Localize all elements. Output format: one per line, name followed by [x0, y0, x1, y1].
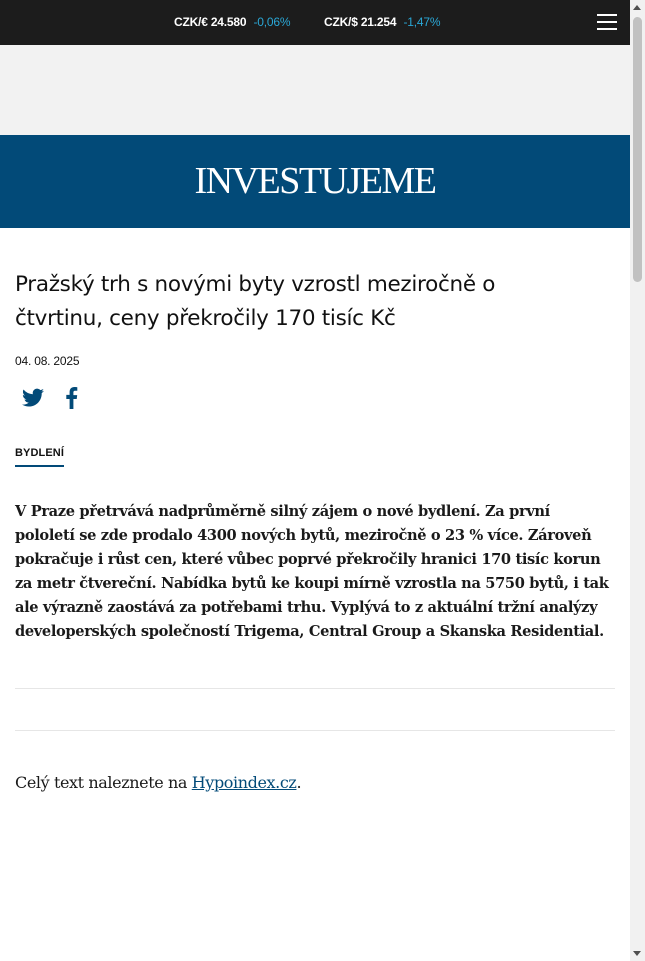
- divider: [15, 730, 615, 731]
- source-prefix: Celý text naleznete na: [15, 773, 192, 792]
- menu-line: [597, 21, 617, 23]
- brand-header: [0, 135, 630, 228]
- category-link-bydleni[interactable]: BYDLENÍ: [15, 447, 64, 467]
- source-link[interactable]: Hypoindex.cz: [191, 773, 297, 792]
- article-title: Pražský trh s novými byty vzrostl meziročně o čtvrtinu, ceny překročily 170 tisíc Kč: [15, 272, 496, 331]
- ticker-value: 21.254: [360, 15, 397, 29]
- ticker-item-usd[interactable]: [324, 15, 440, 29]
- facebook-icon: [60, 386, 84, 410]
- scroll-down-arrow-icon[interactable]: [630, 946, 645, 961]
- site-logo[interactable]: INVESTUJEME: [194, 160, 436, 202]
- ticker-pair: CZK/$: [324, 15, 358, 29]
- source-suffix: .: [296, 773, 302, 792]
- ticker-pair: CZK/€: [174, 15, 208, 29]
- currency-ticker-bar: [0, 0, 630, 45]
- ad-banner-placeholder: [0, 45, 630, 135]
- hamburger-menu-icon[interactable]: [597, 13, 617, 31]
- twitter-share-button[interactable]: [21, 386, 45, 410]
- ticker-change: -1,47%: [403, 15, 441, 29]
- article-lead: V Praze přetrvává nadprůměrně silný zájem o nové bydlení. Za první pololetí se zde prodalo 4300 nových bytů, meziročně o 23 % více. Zároveň pokračuje i růst cen, které vůbec poprvé překročily hranici 170 tisíc korun za metr čtvereční. Nabídka bytů ke koupi mírně vzrostla na 5750 bytů, i tak ale výrazně zaostává za potřebami trhu. Vyplývá to z aktuální tržní analýzy developerských společností Trigema, Central Group a Skanska Residential.: [15, 503, 609, 640]
- twitter-icon: [21, 386, 45, 410]
- menu-line: [597, 14, 617, 16]
- divider: [15, 688, 615, 689]
- article-date: 04. 08. 2025: [15, 354, 80, 368]
- article-source-note: [15, 771, 301, 795]
- scrollbar-thumb[interactable]: [633, 17, 642, 282]
- menu-line: [597, 28, 617, 30]
- ticker-change: -0,06%: [253, 15, 291, 29]
- facebook-share-button[interactable]: [60, 386, 84, 410]
- scroll-up-arrow-icon[interactable]: [630, 0, 645, 15]
- ticker-value: 24.580: [210, 15, 247, 29]
- vertical-scrollbar[interactable]: [630, 0, 645, 961]
- ticker-item-eur[interactable]: [174, 15, 290, 29]
